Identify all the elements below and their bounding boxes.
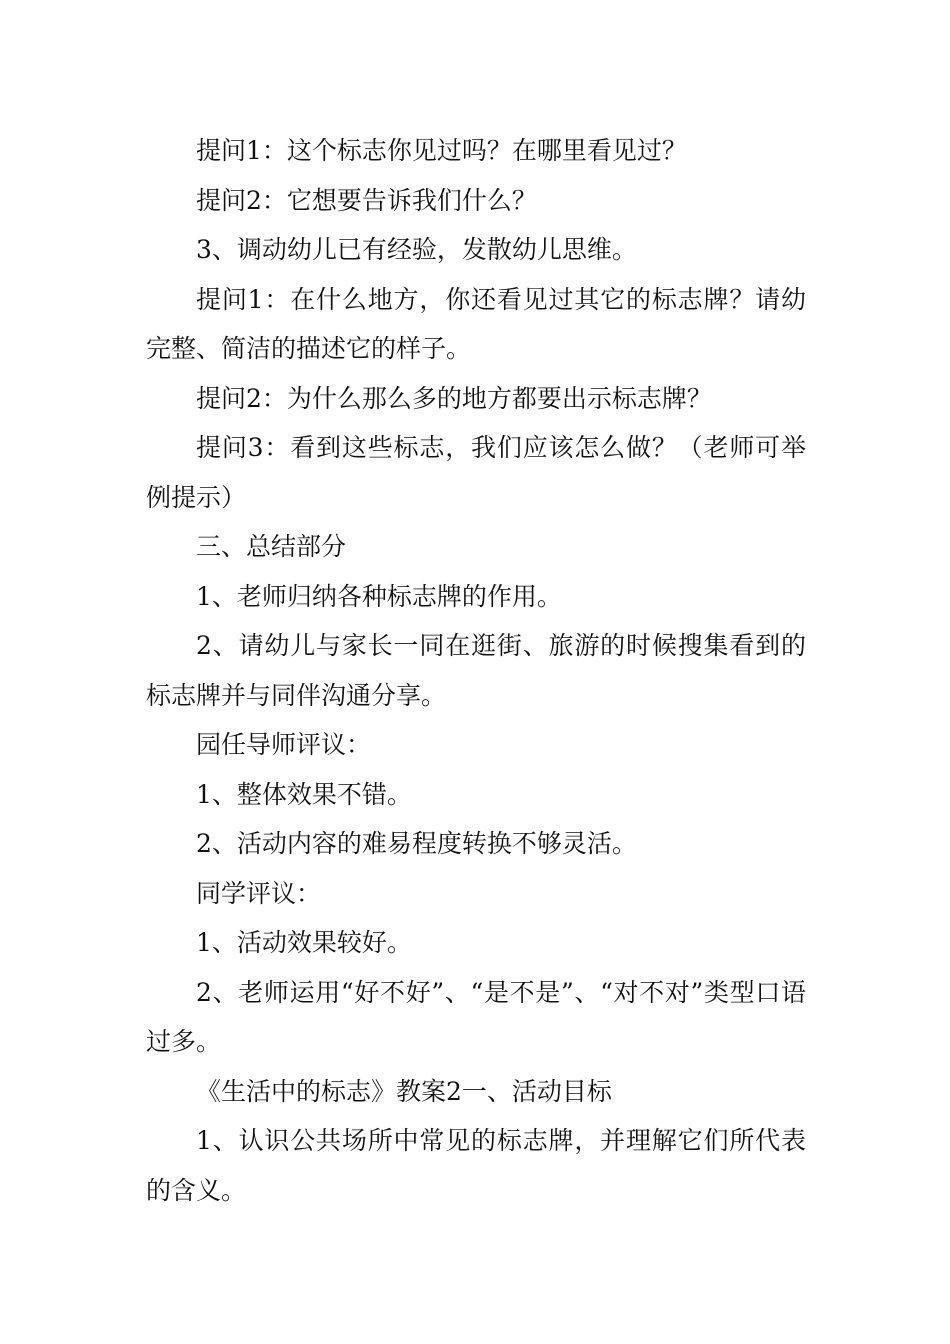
- paragraph: 1、老师归纳各种标志牌的作用。: [196, 581, 562, 611]
- document-body: [146, 126, 806, 1215]
- paragraph: 同学评议：: [196, 878, 322, 908]
- paragraph: 提问2：为什么那么多的地方都要出示标志牌？: [196, 383, 712, 413]
- section-heading: 三、总结部分: [196, 532, 347, 561]
- paragraph: 1、整体效果不错。: [196, 779, 412, 809]
- paragraph: 提问3：看到这些标志，我们应该怎么做？（老师可举例提示）: [146, 433, 806, 512]
- paragraph: 2、老师运用“好不好”、“是不是”、“对不对”类型口语过多。: [146, 977, 806, 1056]
- paragraph: 1、认识公共场所中常见的标志牌，并理解它们所代表的含义。: [146, 1126, 806, 1205]
- paragraph: 1、活动效果较好。: [196, 928, 412, 957]
- section-heading: 《生活中的标志》教案2一、活动目标: [196, 1076, 612, 1106]
- paragraph: 提问2：它想要告诉我们什么？: [196, 185, 537, 215]
- paragraph: 2、请幼儿与家长一同在逛街、旅游的时候搜集看到的标志牌并与同伴沟通分享。: [146, 631, 806, 710]
- paragraph: 3、调动幼儿已有经验，发散幼儿思维。: [196, 235, 637, 264]
- paragraph: 提问1：在什么地方，你还看见过其它的标志牌？请幼完整、简洁的描述它的样子。: [146, 284, 806, 363]
- paragraph: 2、活动内容的难易程度转换不够灵活。: [196, 829, 637, 858]
- paragraph: 提问1：这个标志你见过吗？在哪里看见过？: [196, 136, 687, 165]
- paragraph: 园任导师评议：: [196, 730, 372, 759]
